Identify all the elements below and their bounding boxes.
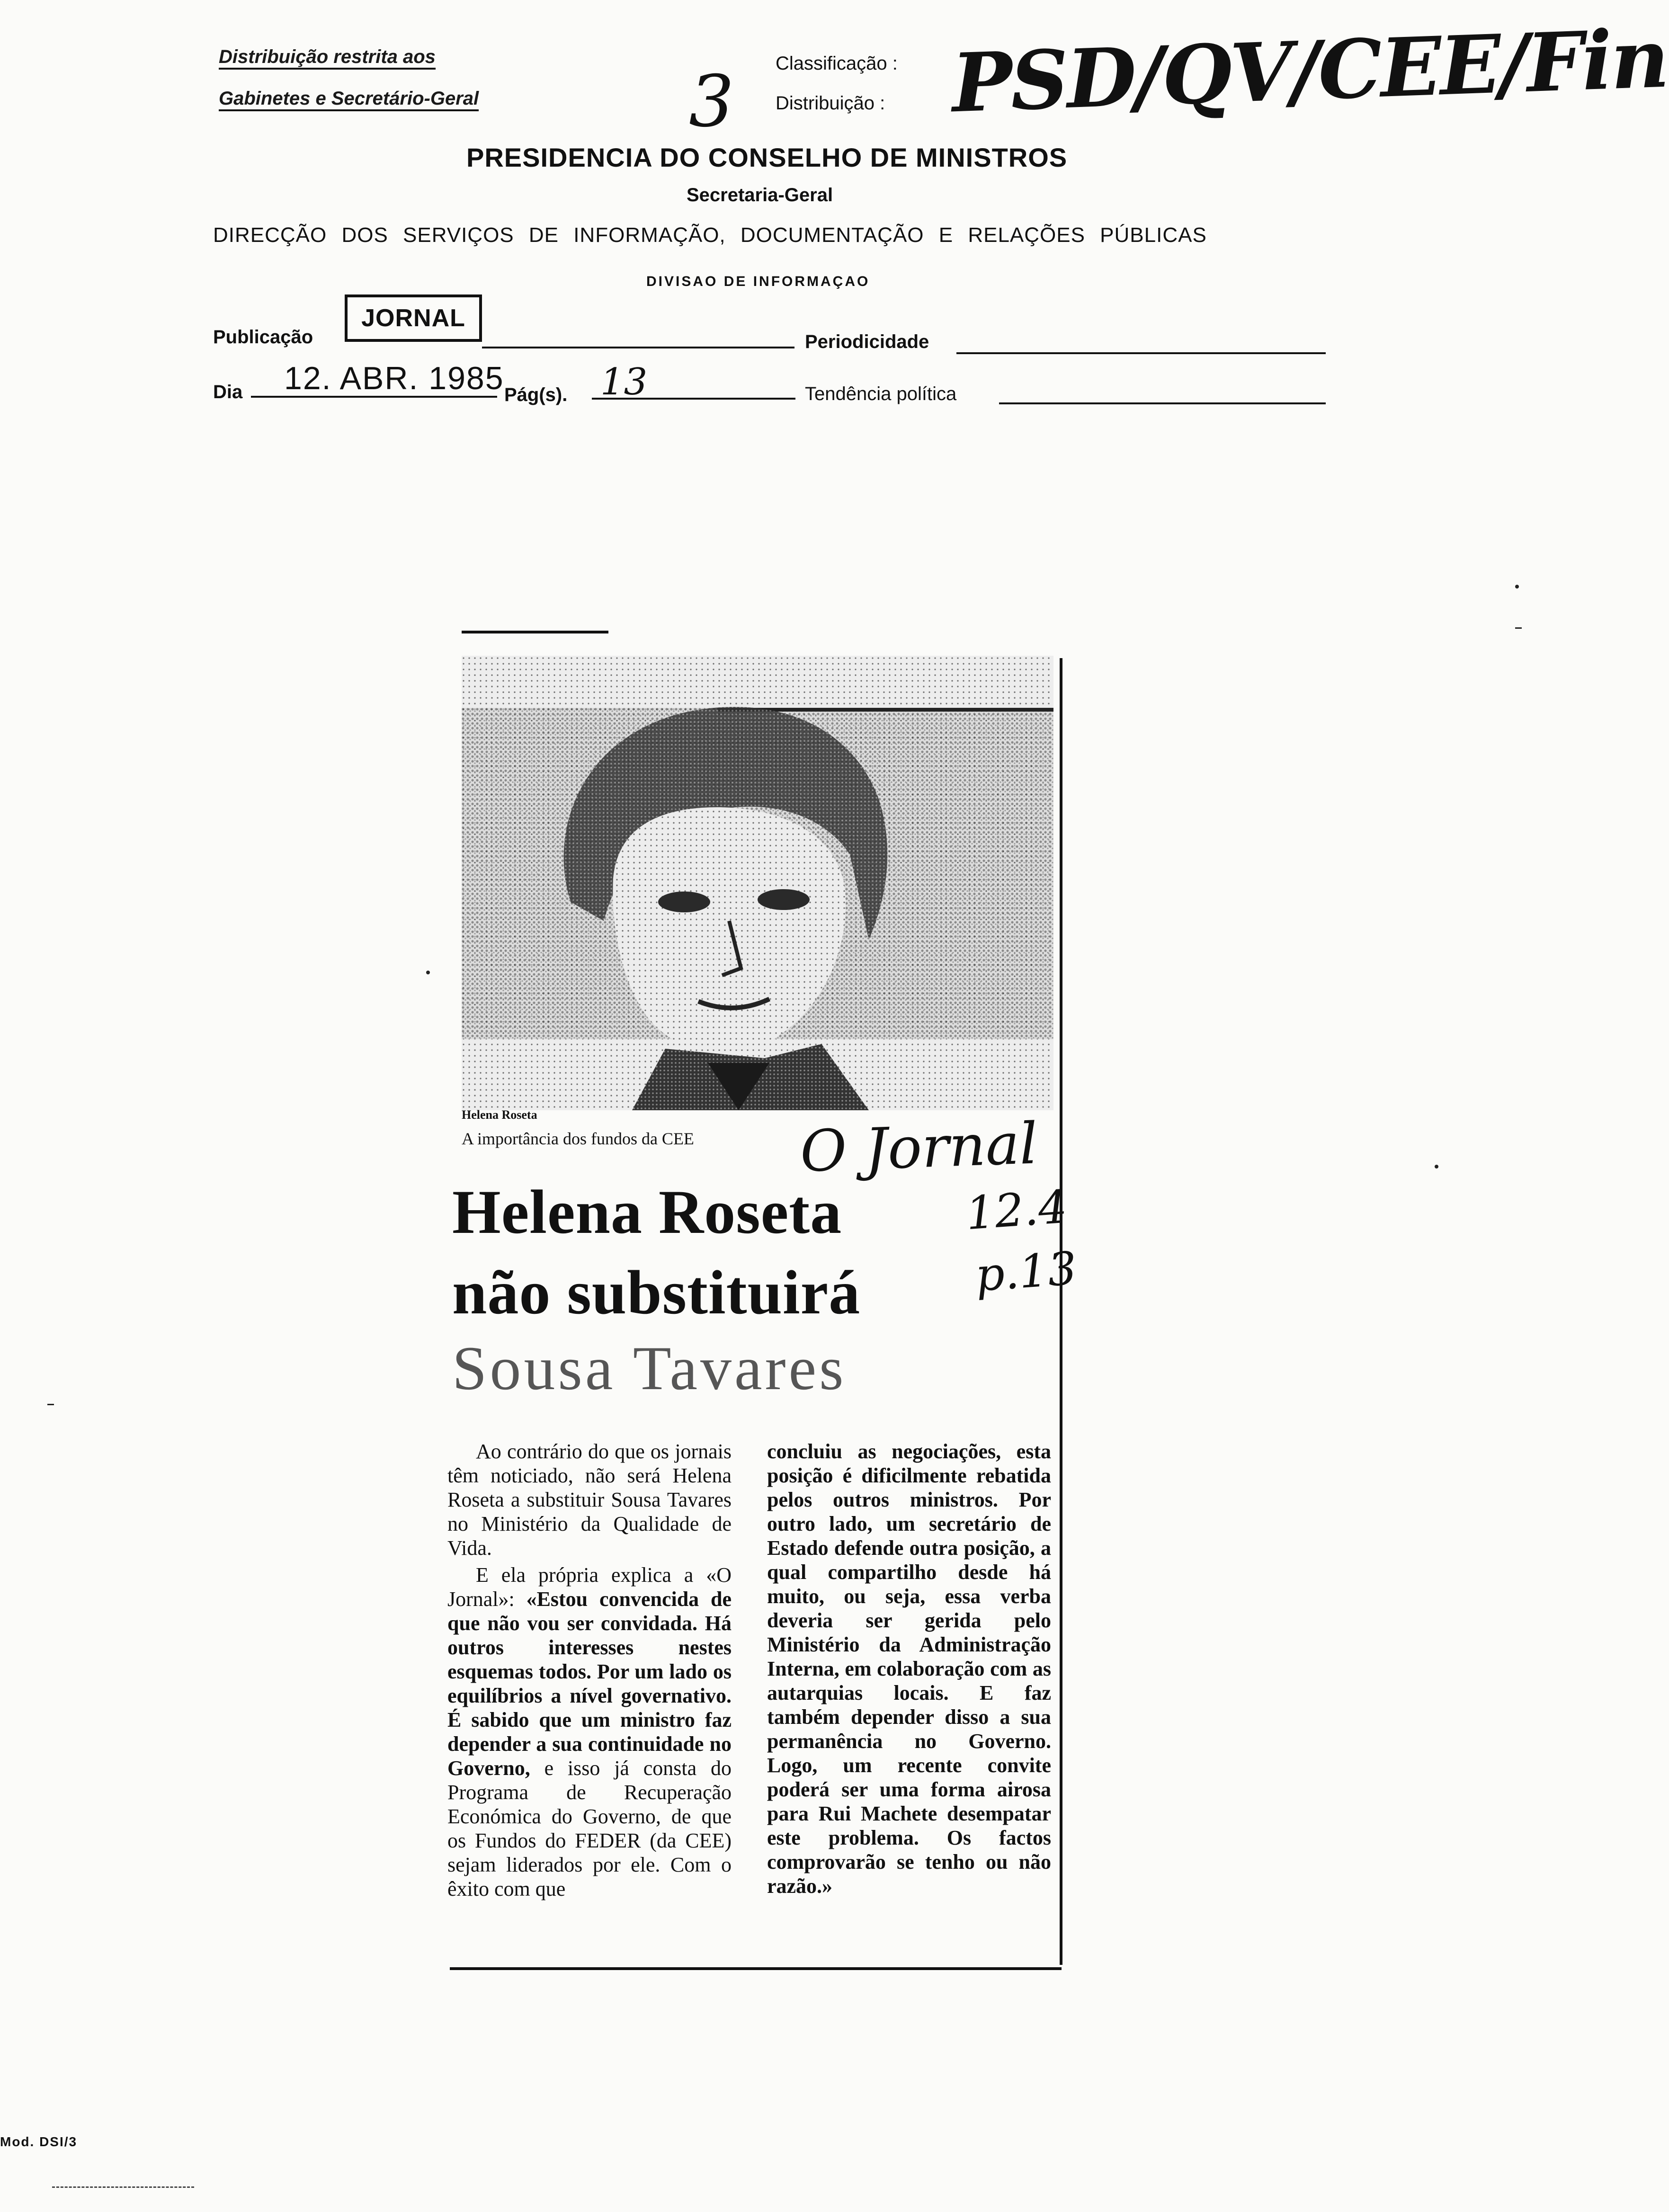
publication-underline — [482, 347, 794, 348]
handwritten-number: 3 — [689, 61, 734, 143]
handwritten-date: 12.4 — [964, 1180, 1069, 1240]
periodicity-label: Periodicidade — [805, 331, 929, 352]
tendency-label: Tendência política — [805, 384, 957, 404]
article-paragraph-2-lead: E ela própria explica a «O Jornal»: — [447, 1563, 732, 1611]
clipping-top-rule — [462, 631, 608, 633]
clipping-bottom-rule — [450, 1967, 1062, 1970]
scan-speck — [1515, 585, 1519, 589]
article-column-1 — [447, 1439, 732, 1901]
article-paragraph-1: Ao contrário do que os jornais têm noticiado, não será Helena Roseta a substituir Sousa Tavares no Ministério da Qualidade de Vida. — [447, 1440, 732, 1560]
photo-caption-name: Helena Roseta — [462, 1108, 537, 1122]
sub-org: Secretaria-Geral — [687, 185, 833, 205]
scan-speck — [426, 971, 430, 974]
publication-value-box: JORNAL — [345, 294, 482, 342]
headline-line1: Helena Roseta — [452, 1177, 842, 1247]
handwritten-source: O Jornal — [799, 1111, 1039, 1185]
headline-line3: Sousa Tavares — [452, 1333, 847, 1403]
scan-speck — [47, 1404, 54, 1405]
article-paragraph-2-quote: «Estou convencida de que não vou ser convidada. Há outros interesses nestes esquemas todos. Por um lado os equilíbrios a nível governativo. É sabido que um ministro faz depender a sua continuidade no Governo, — [447, 1588, 732, 1780]
day-underline — [251, 396, 497, 398]
pages-value: 13 — [600, 361, 648, 403]
classification-label: Classificação : — [776, 53, 898, 74]
periodicity-underline — [956, 352, 1326, 354]
headline-line2: não substituirá — [452, 1258, 861, 1327]
portrait-photo — [462, 656, 1053, 1110]
distribution-label: Distribuição : — [776, 93, 885, 114]
pages-label: Pág(s). — [504, 384, 568, 405]
article-paragraph-2-rest: e isso já consta do Programa de Recuperação Económica do Governo, de que os Fundos do FEDER (da CEE) sejam liderados por ele. Com o êxito com que — [447, 1757, 732, 1900]
scan-speck — [1435, 1165, 1438, 1168]
scan-speck — [1515, 627, 1522, 629]
publication-label: Publicação — [213, 327, 313, 348]
day-value: 12. ABR. 1985 — [284, 360, 504, 396]
clipping-right-rule — [1060, 658, 1062, 1965]
photo-caption-text: A importância dos fundos da CEE — [462, 1129, 694, 1148]
restricted-distribution-line1: Distribuição restrita aos — [219, 46, 436, 70]
direction-title: DIRECÇÃO DOS SERVIÇOS DE INFORMAÇÃO, DOCUMENTAÇÃO E RELAÇÕES PÚBLICAS — [213, 223, 1207, 247]
handwritten-classification-code: PSD/QV/CEE/Fin — [950, 11, 1669, 131]
day-label: Dia — [213, 382, 243, 402]
form-code: Mod. DSI/3 — [0, 2134, 78, 2149]
pages-underline — [592, 398, 795, 400]
article-paragraph-3: concluiu as negociações, esta posição é dificilmente rebatida pelos outros ministros. Por outro lado, um secretário de Estado defende outra posição, a qual compartilho desde há muito, ou seja, essa verba deveria ser gerida pelo Ministério da Administração Interna, em colaboração com as autarquias locais. E faz também depender disso a sua permanência no Governo. Logo, um recente convite poderá ser uma forma airosa para Rui Machete desempatar este problema. Os factos comprovarão se tenho ou não razão.» — [767, 1440, 1051, 1898]
division-title: DIVISAO DE INFORMAÇAO — [646, 274, 870, 289]
tendency-underline — [999, 402, 1326, 404]
handwritten-page: p.13 — [973, 1241, 1079, 1302]
article-paragraph-2 — [447, 1563, 732, 1901]
org-name: PRESIDENCIA DO CONSELHO DE MINISTROS — [466, 143, 1068, 172]
article-column-2 — [767, 1439, 1051, 1898]
footer-scan-mark — [52, 2186, 194, 2188]
photo-halftone — [462, 656, 1053, 1110]
restricted-distribution-line2: Gabinetes e Secretário-Geral — [219, 88, 479, 111]
